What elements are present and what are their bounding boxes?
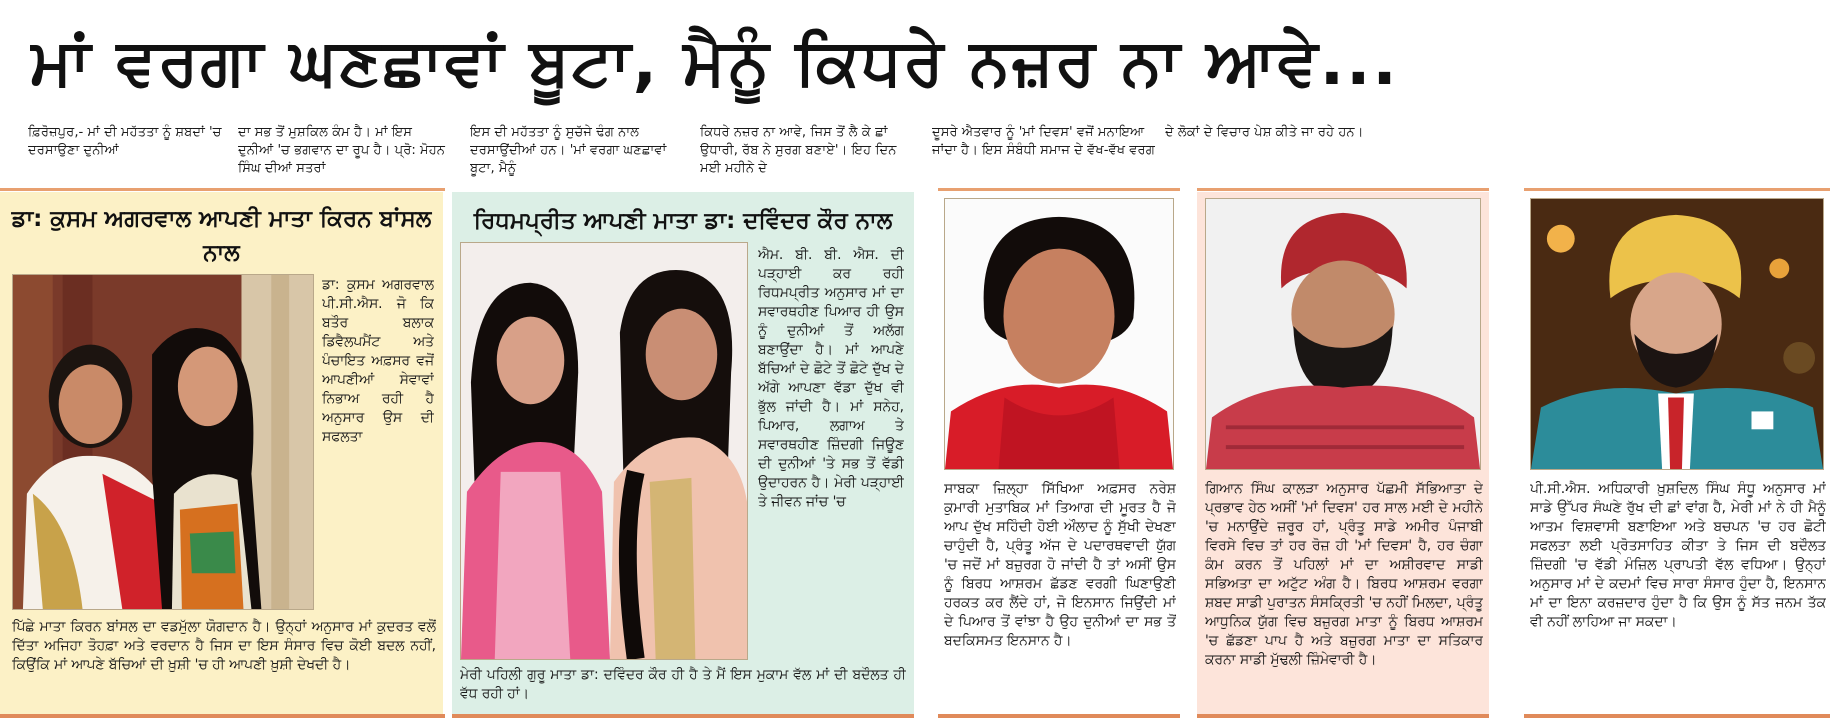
panel-side-text: ਐਮ. ਬੀ. ਬੀ. ਐਸ. ਦੀ ਪੜ੍ਹਾਈ ਕਰ ਰਹੀ ਰਿਧਮਪ੍ਰੀਤ ਅਨੁਸਾਰ ਮਾਂ ਦਾ ਸਵਾਰਥਹੀਣ ਪਿਆਰ ਹੀ ਉਸ ਨੂੰ ਦੁਨੀਆਂ ਤੋਂ ਅਲੱਗ ਬਣਾਉਂਦਾ ਹੈ। ਮਾਂ ਆਪਣੇ ਬੱਚਿਆਂ ਦੇ ਛੋਟੇ ਤੋਂ ਛੋਟੇ ਦੁੱਖ ਦੇ ਅੱਗੇ ਆਪਣਾ ਵੱਡਾ ਦੁੱਖ ਵੀ ਭੁੱਲ ਜਾਂਦੀ ਹੈ। ਮਾਂ ਸਨੇਹ, ਪਿਆਰ, ਲਗਾਅ ਤੇ ਸਵਾਰਥਹੀਣ ਜ਼ਿੰਦਗੀ ਜਿਊਣ ਦੀ ਦੁਨੀਆਂ 'ਤੇ ਸਭ ਤੋਂ ਵੱਡੀ ਉਦਾਹਰਨ ਹੈ। ਮੇਰੀ ਪੜ੍ਹਾਈ ਤੇ ਜੀਵਨ ਜਾਂਚ 'ਚ [758, 247, 904, 510]
photo-khushdil-singh-sandhu [1530, 198, 1824, 470]
panel-kusam-agarwal [0, 192, 443, 716]
panel-bottom-text: ਗਿਆਨ ਸਿੰਘ ਕਾਲੜਾ ਅਨੁਸਾਰ ਪੱਛਮੀ ਸੱਭਿਆਤਾ ਦੇ ਪ੍ਰਭਾਵ ਹੇਠ ਅਸੀਂ 'ਮਾਂ ਦਿਵਸ' ਹਰ ਸਾਲ ਮਈ ਦੇ ਮਹੀਨੇ 'ਚ ਮਨਾਉਂਦੇ ਜ਼ਰੂਰ ਹਾਂ, ਪ੍ਰੰਤੂ ਸਾਡੇ ਅਮੀਰ ਪੰਜਾਬੀ ਵਿਰਸੇ ਵਿਚ ਤਾਂ ਹਰ ਰੋਜ਼ ਹੀ 'ਮਾਂ ਦਿਵਸ' ਹੈ, ਹਰ ਚੰਗਾ ਕੰਮ ਕਰਨ ਤੋਂ ਪਹਿਲਾਂ ਮਾਂ ਦਾ ਅਸ਼ੀਰਵਾਦ ਸਾਡੀ ਸਭਿਅਤਾ ਦਾ ਅਟੁੱਟ ਅੰਗ ਹੈ। ਬਿਰਧ ਆਸ਼ਰਮ ਵਰਗਾ ਸ਼ਬਦ ਸਾਡੀ ਪੁਰਾਤਨ ਸੰਸਕ੍ਰਿਤੀ 'ਚ ਨਹੀਂ ਮਿਲਦਾ, ਪ੍ਰੰਤੂ ਆਧੁਨਿਕ ਯੁੱਗ ਵਿਚ ਬਜ਼ੁਰਗ ਮਾਤਾ ਨੂੰ ਬਿਰਧ ਆਸ਼ਰਮ 'ਚ ਛੱਡਣਾ ਪਾਪ ਹੈ ਅਤੇ ਬਜ਼ੁਰਗ ਮਾਤਾ ਦਾ ਸਤਿਕਾਰ ਕਰਨਾ ਸਾਡੀ ਮੁੱਢਲੀ ਜ਼ਿੰਮੇਵਾਰੀ ਹੈ। [1205, 481, 1483, 668]
photo-naresh-kumari [944, 198, 1174, 470]
panel-bottom-text: ਮੇਰੀ ਪਹਿਲੀ ਗੁਰੂ ਮਾਤਾ ਡਾ: ਦਵਿੰਦਰ ਕੌਰ ਹੀ ਹੈ ਤੇ ਮੈਂ ਇਸ ਮੁਕਾਮ ਵੱਲ ਮਾਂ ਦੀ ਬਦੌਲਤ ਹੀ ਵੱਧ ਰਹੀ ਹਾਂ। [460, 667, 906, 702]
bottom-rule [0, 714, 445, 718]
intro-column-3: ਇਸ ਦੀ ਮਹੱਤਤਾ ਨੂੰ ਸੁਚੱਜੇ ਢੰਗ ਨਾਲ ਦਰਸਾਉਂਦੀਆਂ ਹਨ। 'ਮਾਂ ਵਰਗਾ ਘਣਛਾਵਾਂ ਬੂਟਾ, ਮੈਨੂੰ [470, 125, 667, 176]
bottom-rule [1197, 714, 1489, 718]
panel-bottom-text: ਪਿੱਛੇ ਮਾਤਾ ਕਿਰਨ ਬਾਂਸਲ ਦਾ ਵਡਮੁੱਲਾ ਯੋਗਦਾਨ ਹੈ। ਉਨ੍ਹਾਂ ਅਨੁਸਾਰ ਮਾਂ ਕੁਦਰਤ ਵਲੋਂ ਦਿੱਤਾ ਅਜਿਹਾ ਤੋਹਫ਼ਾ ਅਤੇ ਵਰਦਾਨ ਹੈ ਜਿਸ ਦਾ ਇਸ ਸੰਸਾਰ ਵਿਚ ਕੋਈ ਬਦਲ ਨਹੀਂ, ਕਿਉਂਕਿ ਮਾਂ ਆਪਣੇ ਬੱਚਿਆਂ ਦੀ ਖ਼ੁਸ਼ੀ 'ਚ ਹੀ ਆਪਣੀ ਖ਼ੁਸ਼ੀ ਦੇਖਦੀ ਹੈ। [12, 619, 436, 673]
intro-column-1: ਫ਼ਿਰੋਜ਼ਪੁਰ,- ਮਾਂ ਦੀ ਮਹੱਤਤਾ ਨੂੰ ਸ਼ਬਦਾਂ 'ਚ ਦਰਸਾਉਣਾ ਦੁਨੀਆਂ [28, 125, 222, 158]
intro-column-5: ਦੂਸਰੇ ਐਤਵਾਰ ਨੂੰ 'ਮਾਂ ਦਿਵਸ' ਵਜੋਂ ਮਨਾਇਆ ਜਾਂਦਾ ਹੈ। ਇਸ ਸੰਬੰਧੀ ਸਮਾਜ ਦੇ ਵੱਖ-ਵੱਖ ਵਰਗ [932, 125, 1155, 158]
panel-title: ਰਿਧਮਪ੍ਰੀਤ ਆਪਣੀ ਮਾਤਾ ਡਾ: ਦਵਿੰਦਰ ਕੌਰ ਨਾਲ [473, 208, 893, 234]
intro-column-6: ਦੇ ਲੋਕਾਂ ਦੇ ਵਿਚਾਰ ਪੇਸ਼ ਕੀਤੇ ਜਾ ਰਹੇ ਹਨ। [1165, 125, 1364, 140]
bottom-rule [452, 714, 914, 718]
panel-ridhampreet [452, 192, 914, 716]
panel-bottom-text: ਸਾਬਕਾ ਜ਼ਿਲ੍ਹਾ ਸਿੱਖਿਆ ਅਫ਼ਸਰ ਨਰੇਸ਼ ਕੁਮਾਰੀ ਮੁਤਾਬਿਕ ਮਾਂ ਤਿਆਗ ਦੀ ਮੂਰਤ ਹੈ ਜੋ ਆਪ ਦੁੱਖ ਸਹਿੰਦੀ ਹੋਈ ਔਲਾਦ ਨੂੰ ਸੁੱਖੀ ਦੇਖਣਾ ਚਾਹੁੰਦੀ ਹੈ, ਪ੍ਰੰਤੂ ਅੱਜ ਦੇ ਪਦਾਰਥਵਾਦੀ ਯੁੱਗ 'ਚ ਜਦੋਂ ਮਾਂ ਬਜ਼ੁਰਗ ਹੋ ਜਾਂਦੀ ਹੈ ਤਾਂ ਅਸੀਂ ਉਸ ਨੂੰ ਬਿਰਧ ਆਸ਼ਰਮ ਛੱਡਣ ਵਰਗੀ ਘਿਣਾਉਣੀ ਹਰਕਤ ਕਰ ਲੈਂਦੇ ਹਾਂ, ਜੋ ਇਨਸਾਨ ਜਿਉਂਦੀ ਮਾਂ ਦੇ ਪਿਆਰ ਤੋਂ ਵਾਂਝਾ ਹੈ ਉਹ ਦੁਨੀਆਂ ਦਾ ਸਭ ਤੋਂ ਬਦਕਿਸਮਤ ਇਨਸਾਨ ਹੈ। [944, 481, 1176, 649]
panel-gian-singh-kalra [1197, 192, 1489, 716]
photo-ridhampreet-mother [460, 242, 748, 660]
photo-mother-daughter [12, 274, 314, 610]
intro-column-2: ਦਾ ਸਭ ਤੋਂ ਮੁਸ਼ਕਿਲ ਕੰਮ ਹੈ। ਮਾਂ ਇਸ ਦੁਨੀਆਂ 'ਚ ਭਗਵਾਨ ਦਾ ਰੂਪ ਹੈ। ਪ੍ਰੋ: ਮੋਹਨ ਸਿੰਘ ਦੀਆਂ ਸਤਰਾਂ [238, 125, 446, 176]
headline: ਮਾਂ ਵਰਗਾ ਘਣਛਾਵਾਂ ਬੂਟਾ, ਮੈਨੂੰ ਕਿਧਰੇ ਨਜ਼ਰ ਨਾ ਆਵੇ... [30, 26, 1399, 100]
panel-bottom-text: ਪੀ.ਸੀ.ਐਸ. ਅਧਿਕਾਰੀ ਖ਼ੁਸ਼ਦਿਲ ਸਿੰਘ ਸੰਧੂ ਅਨੁਸਾਰ ਮਾਂ ਸਾਡੇ ਉੱਪਰ ਸੰਘਣੇ ਰੁੱਖ ਦੀ ਛਾਂ ਵਾਂਗ ਹੈ, ਮੇਰੀ ਮਾਂ ਨੇ ਹੀ ਮੈਨੂੰ ਆਤਮ ਵਿਸ਼ਵਾਸੀ ਬਣਾਇਆ ਅਤੇ ਬਚਪਨ 'ਚ ਹਰ ਛੋਟੀ ਸਫਲਤਾ ਲਈ ਪ੍ਰੋਤਸਾਹਿਤ ਕੀਤਾ ਤੇ ਜਿਸ ਦੀ ਬਦੌਲਤ ਜ਼ਿੰਦਗੀ 'ਚ ਵੱਡੀ ਮੰਜ਼ਿਲ ਪ੍ਰਾਪਤੀ ਵੱਲ ਵਧਿਆ। ਉਨ੍ਹਾਂ ਅਨੁਸਾਰ ਮਾਂ ਦੇ ਕਦਮਾਂ ਵਿਚ ਸਾਰਾ ਸੰਸਾਰ ਹੁੰਦਾ ਹੈ, ਇਨਸਾਨ ਮਾਂ ਦਾ ਇਨਾ ਕਰਜ਼ਦਾਰ ਹੁੰਦਾ ਹੈ ਕਿ ਉਸ ਨੂੰ ਸੱਤ ਜਨਮ ਤੱਕ ਵੀ ਨਹੀਂ ਲਾਹਿਆ ਜਾ ਸਕਦਾ। [1530, 481, 1826, 630]
section-rule [1524, 188, 1830, 191]
bottom-rule [938, 714, 1180, 718]
section-rule [938, 188, 1180, 191]
panel-title: ਡਾ: ਕੁਸਮ ਅਗਰਵਾਲ ਆਪਣੀ ਮਾਤਾ ਕਿਰਨ ਬਾਂਸਲ ਨਾਲ [11, 206, 432, 266]
panel-khushdil-singh-sandhu [1524, 192, 1830, 716]
panel-naresh-kumari [938, 192, 1180, 716]
section-rule [1197, 188, 1489, 191]
panel-side-text: ਡਾ: ਕੁਸਮ ਅਗਰਵਾਲ ਪੀ.ਸੀ.ਐਸ. ਜੋ ਕਿ ਬਤੌਰ ਬਲਾਕ ਡਿਵੈਲਪਮੈਂਟ ਅਤੇ ਪੰਚਾਇਤ ਅਫ਼ਸਰ ਵਜੋਂ ਆਪਣੀਆਂ ਸੇਵਾਵਾਂ ਨਿਭਾਅ ਰਹੀ ਹੈ ਅਨੁਸਾਰ ਉਸ ਦੀ ਸਫਲਤਾ [322, 277, 434, 445]
section-rule [0, 188, 445, 191]
intro-column-4: ਕਿਧਰੇ ਨਜ਼ਰ ਨਾ ਆਵੇ, ਜਿਸ ਤੋਂ ਲੈ ਕੇ ਛਾਂ ਉਧਾਰੀ, ਰੱਬ ਨੇ ਸੁਰਗ ਬਣਾਏ'। ਇਹ ਦਿਨ ਮਈ ਮਹੀਨੇ ਦੇ [700, 125, 897, 176]
bottom-rule [1524, 714, 1830, 718]
photo-gian-singh-kalra [1205, 198, 1481, 470]
